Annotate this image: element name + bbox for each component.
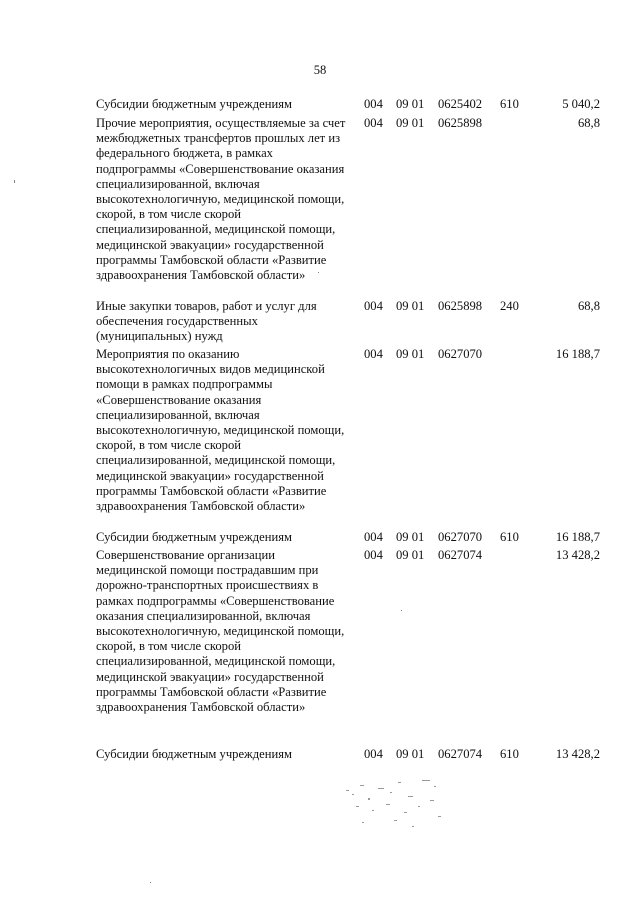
row-name: Совершенствование организации медицинской помощи пострадавшим при дорожно-транспортных происшествиях в рамках подпрограммы «Совершенствование оказания специализированной, включая высокотехнологичную, медицинской помощи, скорой, в том числе скорой специализированной, медицинской помощи, медицинской эвакуации» государственной программы Тамбовской области «Развитие здравоохранения Тамбовской области» [96, 548, 345, 715]
row-ved: 004 [364, 97, 383, 111]
row-vr: 610 [500, 97, 519, 111]
row-ved: 004 [364, 347, 383, 361]
scan-noise-marks [338, 770, 458, 850]
row-name: Субсидии бюджетным учреждениям [96, 97, 292, 111]
row-vr: 240 [500, 299, 519, 313]
row-rz: 09 01 [396, 347, 425, 361]
row-name: Мероприятия по оказанию высокотехнологичных видов медицинской помощи в рамках подпрограммы «Совершенствование оказания специализированной, включая высокотехнологичную, медицинской помощи, скорой, в том числе скорой специализированной, медицинской помощи, медицинской эвакуации» государственной программы Тамбовской области «Развитие здравоохранения Тамбовской области» [96, 347, 345, 514]
scan-speck [318, 272, 319, 273]
row-name: Прочие мероприятия, осуществляемые за счет межбюджетных трансфертов прошлых лет из федерального бюджета, в рамках подпрограммы «Совершенствование оказания специализированной, включая высокотехнологичную, медицинской помощи, скорой, в том числе скорой специализированной, медицинской помощи, медицинской эвакуации» государственной программы Тамбовской области «Развитие здравоохранения Тамбовской области» [96, 116, 346, 283]
row-name: Иные закупки товаров, работ и услуг для обеспечения государственных (муниципальных) нужд [96, 299, 317, 344]
row-sum: 13 428,2 [555, 548, 600, 562]
scan-speck [14, 180, 15, 183]
row-csr: 0627074 [438, 548, 483, 562]
row-csr: 0625402 [438, 97, 483, 111]
row-sum: 5 040,2 [562, 97, 600, 111]
row-rz: 09 01 [396, 97, 425, 111]
row-ved: 004 [364, 747, 383, 761]
row-csr: 0625898 [438, 116, 483, 130]
row-sum: 16 188,7 [555, 347, 600, 361]
row-rz: 09 01 [396, 747, 425, 761]
row-name: Субсидии бюджетным учреждениям [96, 747, 292, 761]
page-number: 58 [313, 63, 327, 77]
row-ved: 004 [364, 116, 383, 130]
row-rz: 09 01 [396, 548, 425, 562]
row-csr: 0627070 [438, 347, 483, 361]
row-rz: 09 01 [396, 530, 425, 544]
row-rz: 09 01 [396, 116, 425, 130]
row-ved: 004 [364, 530, 383, 544]
row-name: Субсидии бюджетным учреждениям [96, 530, 292, 544]
row-sum: 16 188,7 [555, 530, 600, 544]
row-sum: 13 428,2 [555, 747, 600, 761]
scan-speck [401, 610, 402, 611]
row-csr: 0627074 [438, 747, 483, 761]
row-csr: 0625898 [438, 299, 483, 313]
row-sum: 68,8 [577, 299, 600, 313]
row-sum: 68,8 [577, 116, 600, 130]
row-ved: 004 [364, 548, 383, 562]
scan-speck [150, 882, 151, 883]
row-vr: 610 [500, 530, 519, 544]
row-csr: 0627070 [438, 530, 483, 544]
row-ved: 004 [364, 299, 383, 313]
row-rz: 09 01 [396, 299, 425, 313]
row-vr: 610 [500, 747, 519, 761]
